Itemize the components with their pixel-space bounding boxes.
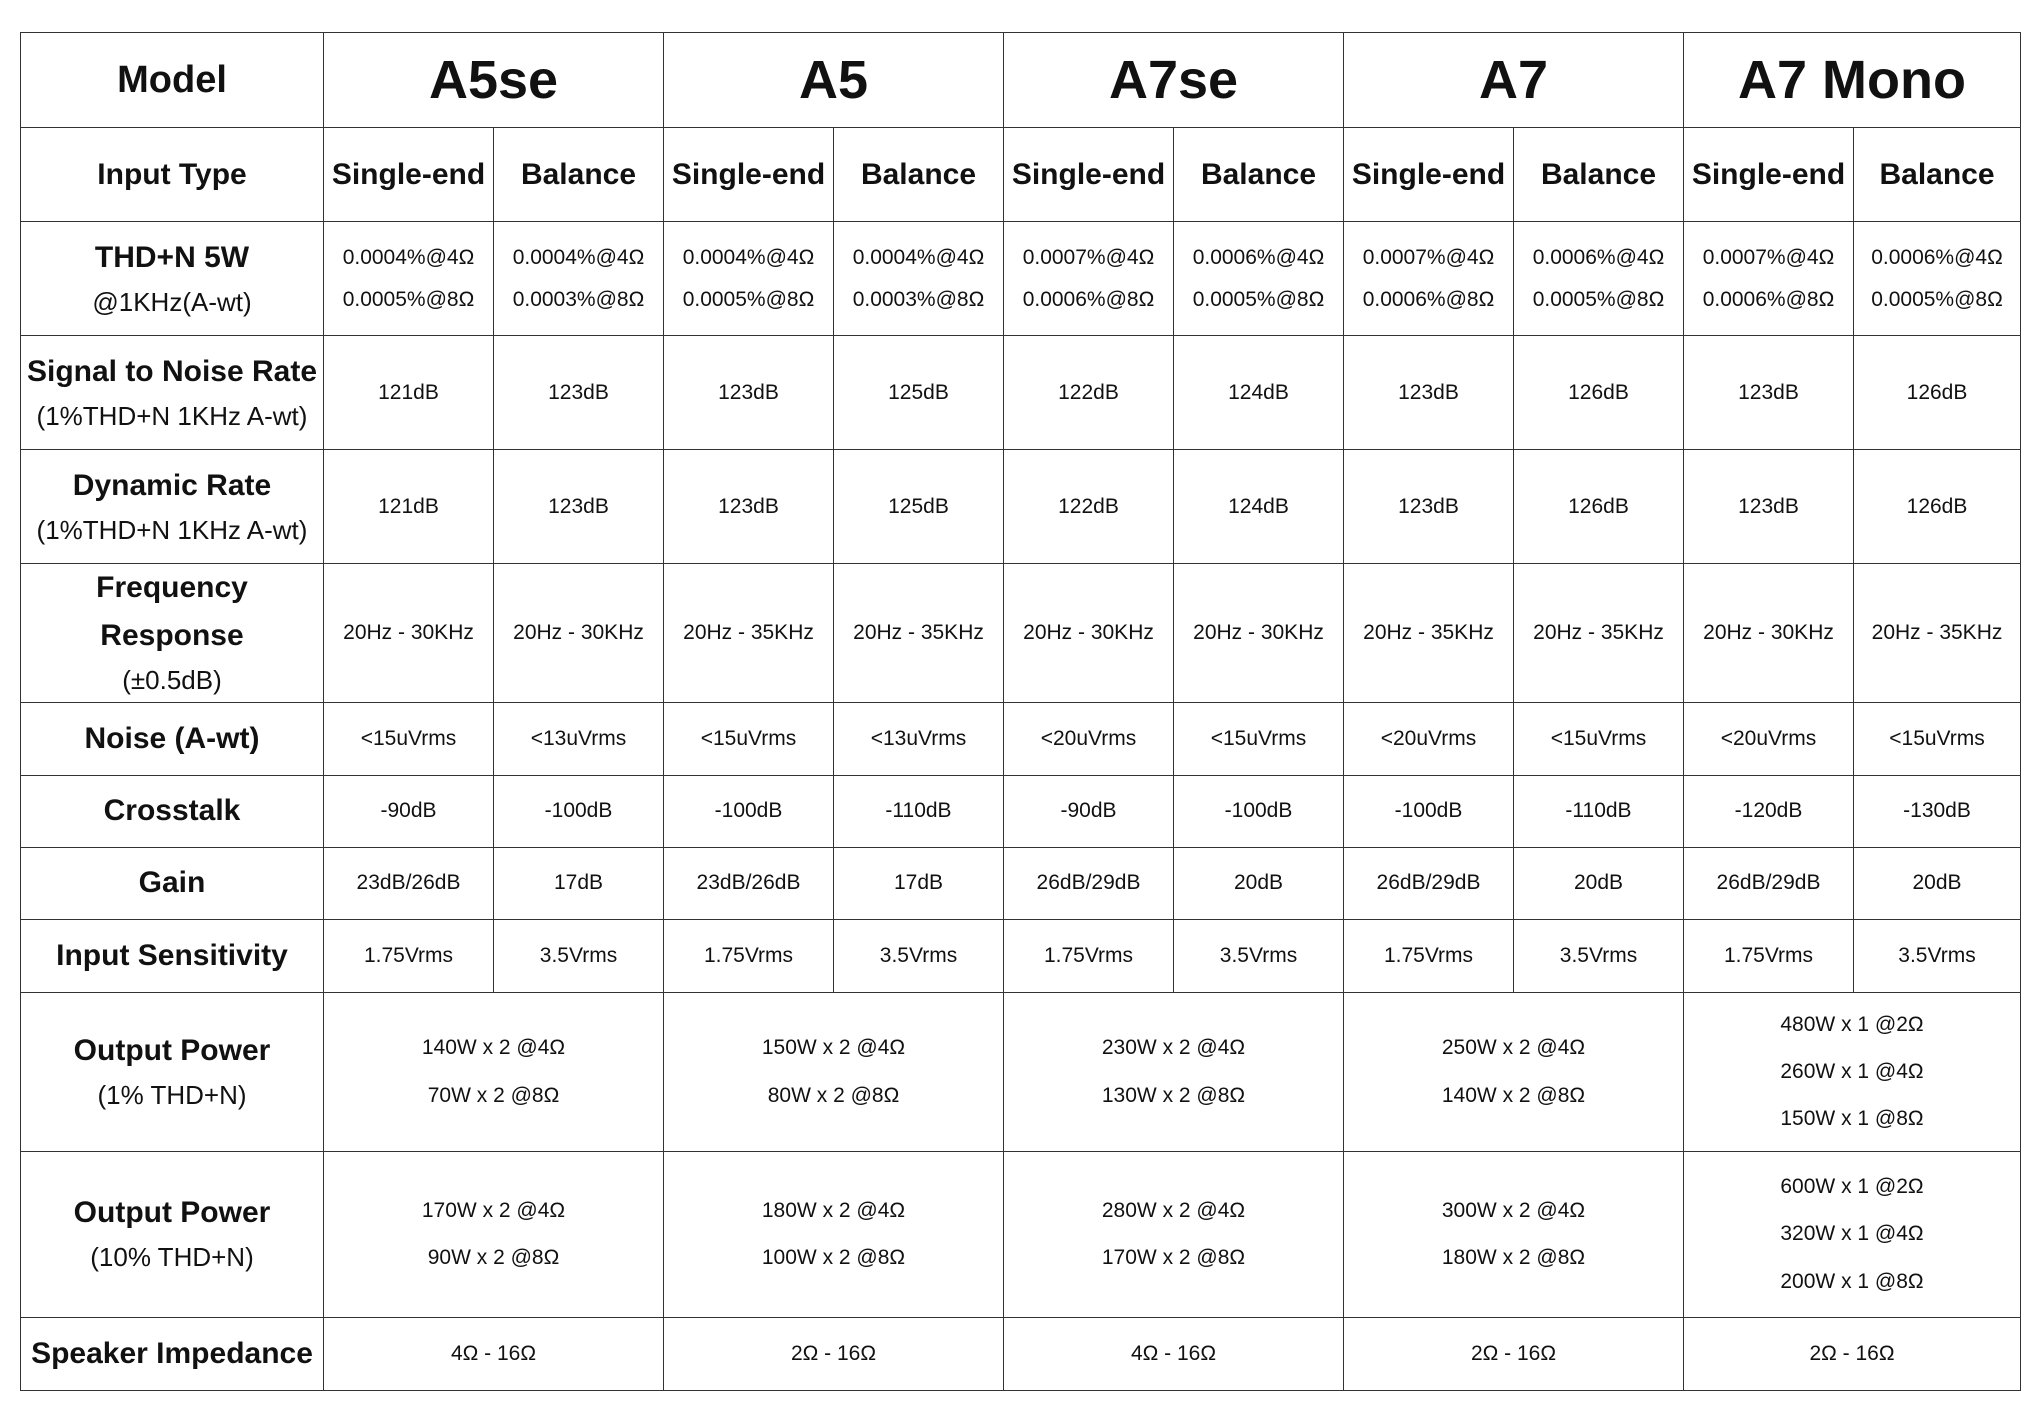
row-label-cell bbox=[21, 847, 324, 919]
spec-value: 4Ω - 16Ω bbox=[450, 1341, 537, 1365]
spec-table-body bbox=[21, 33, 2021, 1391]
row-label-cell bbox=[21, 222, 324, 336]
spec-value-cell bbox=[1174, 702, 1344, 775]
spec-value: 0.0007%@4Ω bbox=[1702, 245, 1835, 269]
spec-value: -100dB bbox=[544, 799, 613, 823]
spec-value-cell bbox=[1684, 564, 1854, 703]
spec-value-cell bbox=[834, 775, 1004, 847]
spec-value-cell bbox=[324, 847, 494, 919]
spec-value: 480W x 1 @2Ω bbox=[1780, 1012, 1924, 1036]
spec-value: 0.0005%@8Ω bbox=[682, 287, 815, 311]
row-label-cell bbox=[21, 992, 324, 1151]
spec-value: 20Hz - 30KHz bbox=[343, 620, 474, 644]
spec-value-cell bbox=[1684, 336, 1854, 450]
spec-value-cell bbox=[1854, 847, 2021, 919]
spec-value: 3.5Vrms bbox=[1219, 943, 1298, 967]
spec-value: 260W x 1 @4Ω bbox=[1780, 1059, 1924, 1083]
spec-value-cell bbox=[1854, 564, 2021, 703]
spec-value-cell bbox=[834, 336, 1004, 450]
spec-value-cell bbox=[1344, 564, 1514, 703]
spec-value-cell bbox=[1684, 775, 1854, 847]
spec-value-cell bbox=[664, 222, 834, 336]
spec-value-cell bbox=[494, 564, 664, 703]
spec-value: 140W x 2 @8Ω bbox=[1441, 1083, 1586, 1107]
spec-value-cell bbox=[1684, 702, 1854, 775]
spec-value: 1.75Vrms bbox=[1383, 943, 1474, 967]
spec-value: 17dB bbox=[893, 871, 944, 895]
row-sublabel: @1KHz(A-wt) bbox=[92, 286, 252, 317]
spec-value: 600W x 1 @2Ω bbox=[1780, 1175, 1924, 1199]
spec-value: 180W x 2 @8Ω bbox=[1441, 1246, 1586, 1270]
spec-value: 123dB bbox=[718, 494, 779, 518]
spec-value: 0.0004%@4Ω bbox=[342, 245, 475, 269]
spec-row-frequency-response bbox=[21, 564, 2021, 703]
row-label-cell bbox=[21, 919, 324, 992]
spec-value-cell bbox=[1514, 450, 1684, 564]
spec-value: 20Hz - 30KHz bbox=[513, 620, 644, 644]
spec-value: 17dB bbox=[553, 871, 604, 895]
spec-value-cell bbox=[494, 222, 664, 336]
input-type-single-end: Single-end bbox=[324, 128, 494, 222]
spec-value: 320W x 1 @4Ω bbox=[1780, 1222, 1924, 1246]
spec-value-cell bbox=[494, 450, 664, 564]
spec-value: -100dB bbox=[714, 799, 783, 823]
spec-value-cell bbox=[1344, 336, 1514, 450]
spec-value: <13uVrms bbox=[530, 726, 627, 750]
row-sublabel: (10% THD+N) bbox=[90, 1242, 254, 1273]
spec-value: 20Hz - 35KHz bbox=[1363, 620, 1494, 644]
spec-value: 170W x 2 @8Ω bbox=[1101, 1246, 1246, 1270]
spec-value-cell bbox=[1344, 847, 1514, 919]
spec-value: 122dB bbox=[1058, 494, 1119, 518]
spec-value: 280W x 2 @4Ω bbox=[1101, 1198, 1246, 1222]
spec-value-cell bbox=[1174, 775, 1344, 847]
spec-value: 100W x 2 @8Ω bbox=[761, 1246, 906, 1270]
spec-value: 0.0006%@4Ω bbox=[1192, 245, 1325, 269]
spec-value-cell bbox=[664, 1151, 1004, 1317]
spec-value-cell bbox=[1854, 336, 2021, 450]
model-name: A5 bbox=[664, 33, 1004, 128]
spec-value: <15uVrms bbox=[360, 726, 457, 750]
spec-value-cell bbox=[1684, 222, 1854, 336]
spec-value: 20Hz - 30KHz bbox=[1703, 620, 1834, 644]
spec-value: -100dB bbox=[1394, 799, 1463, 823]
row-label-cell bbox=[21, 450, 324, 564]
spec-value-cell bbox=[1174, 564, 1344, 703]
row-sublabel: (1%THD+N 1KHz A-wt) bbox=[36, 514, 308, 545]
spec-value-cell bbox=[1344, 775, 1514, 847]
spec-value: 26dB/29dB bbox=[1376, 871, 1481, 895]
spec-value: 20dB bbox=[1573, 871, 1624, 895]
row-sublabel: (1%THD+N 1KHz A-wt) bbox=[36, 400, 308, 431]
spec-value-cell bbox=[1174, 919, 1344, 992]
spec-value: 20Hz - 30KHz bbox=[1193, 620, 1324, 644]
spec-value: <15uVrms bbox=[1210, 726, 1307, 750]
spec-value: <15uVrms bbox=[700, 726, 797, 750]
model-name: A5se bbox=[324, 33, 664, 128]
spec-value: <20uVrms bbox=[1040, 726, 1137, 750]
row-label: Speaker Impedance bbox=[31, 1336, 313, 1370]
spec-value: 125dB bbox=[888, 380, 949, 404]
spec-value: 123dB bbox=[1398, 380, 1459, 404]
spec-value: 0.0004%@4Ω bbox=[682, 245, 815, 269]
spec-value: 123dB bbox=[548, 494, 609, 518]
spec-value-cell bbox=[1854, 222, 2021, 336]
spec-value: -110dB bbox=[1565, 799, 1632, 823]
row-label: Gain bbox=[138, 866, 206, 900]
row-label-cell bbox=[21, 702, 324, 775]
spec-value: 0.0004%@4Ω bbox=[852, 245, 985, 269]
input-type-single-end: Single-end bbox=[1004, 128, 1174, 222]
spec-value-cell bbox=[1344, 702, 1514, 775]
amplifier-spec-table bbox=[20, 32, 2021, 1391]
row-label: Output Power bbox=[73, 1196, 271, 1230]
spec-value: 150W x 2 @4Ω bbox=[761, 1036, 906, 1060]
row-label-cell bbox=[21, 336, 324, 450]
row-label: Crosstalk bbox=[103, 794, 241, 828]
spec-value-cell bbox=[834, 222, 1004, 336]
spec-value-cell bbox=[1004, 847, 1174, 919]
spec-value: 0.0006%@8Ω bbox=[1362, 287, 1495, 311]
spec-value-cell bbox=[834, 919, 1004, 992]
spec-value: 122dB bbox=[1058, 380, 1119, 404]
input-type-balance: Balance bbox=[1174, 128, 1344, 222]
spec-value: <15uVrms bbox=[1889, 726, 1985, 750]
spec-value: -130dB bbox=[1903, 799, 1971, 823]
spec-value-cell bbox=[664, 336, 834, 450]
spec-value-cell bbox=[1854, 775, 2021, 847]
spec-value-cell bbox=[1514, 336, 1684, 450]
spec-value: 0.0005%@8Ω bbox=[342, 287, 475, 311]
spec-value-cell bbox=[324, 775, 494, 847]
spec-value: -110dB bbox=[885, 799, 952, 823]
spec-value-cell bbox=[1854, 450, 2021, 564]
row-label-cell bbox=[21, 775, 324, 847]
spec-value: 126dB bbox=[1568, 494, 1629, 518]
input-type-single-end: Single-end bbox=[1684, 128, 1854, 222]
model-row bbox=[21, 33, 2021, 128]
spec-value-cell bbox=[1684, 919, 1854, 992]
spec-value-cell bbox=[1684, 847, 1854, 919]
spec-value: 170W x 2 @4Ω bbox=[421, 1198, 566, 1222]
input-type-balance: Balance bbox=[1854, 128, 2021, 222]
input-type-single-end: Single-end bbox=[664, 128, 834, 222]
row-label-cell bbox=[21, 1151, 324, 1317]
spec-value: 20dB bbox=[1912, 871, 1962, 895]
spec-value-cell bbox=[1174, 450, 1344, 564]
spec-value: 230W x 2 @4Ω bbox=[1101, 1036, 1246, 1060]
spec-value: 2Ω - 16Ω bbox=[1470, 1341, 1557, 1365]
spec-value-cell bbox=[1174, 222, 1344, 336]
spec-value: 20Hz - 35KHz bbox=[853, 620, 984, 644]
spec-value: 123dB bbox=[1738, 494, 1799, 518]
spec-value-cell bbox=[664, 775, 834, 847]
spec-value-cell bbox=[1004, 1151, 1344, 1317]
spec-value-cell bbox=[324, 1317, 664, 1390]
spec-value-cell bbox=[1684, 1317, 2021, 1390]
spec-value-cell bbox=[834, 450, 1004, 564]
spec-value-cell bbox=[664, 450, 834, 564]
spec-value: 200W x 1 @8Ω bbox=[1780, 1269, 1924, 1293]
model-name: A7se bbox=[1004, 33, 1344, 128]
spec-value: 23dB/26dB bbox=[696, 871, 801, 895]
spec-value-cell bbox=[324, 450, 494, 564]
spec-value: 2Ω - 16Ω bbox=[790, 1341, 877, 1365]
row-label: Frequency Response bbox=[96, 571, 248, 652]
spec-value: 0.0006%@8Ω bbox=[1022, 287, 1155, 311]
spec-value-cell bbox=[1004, 919, 1174, 992]
spec-value: 123dB bbox=[718, 380, 779, 404]
spec-value-cell bbox=[1344, 1317, 1684, 1390]
spec-value-cell bbox=[1004, 222, 1174, 336]
spec-value: 250W x 2 @4Ω bbox=[1441, 1036, 1586, 1060]
spec-value-cell bbox=[1684, 1151, 2021, 1317]
row-label: Noise (A-wt) bbox=[84, 721, 260, 755]
spec-value: 0.0005%@8Ω bbox=[1532, 287, 1665, 311]
spec-value-cell bbox=[324, 336, 494, 450]
spec-value: 23dB/26dB bbox=[356, 871, 461, 895]
spec-value: -120dB bbox=[1734, 799, 1803, 823]
spec-value: 0.0006%@8Ω bbox=[1702, 287, 1835, 311]
spec-value-cell bbox=[1004, 702, 1174, 775]
spec-value: 1.75Vrms bbox=[703, 943, 794, 967]
spec-row-crosstalk bbox=[21, 775, 2021, 847]
spec-value: 140W x 2 @4Ω bbox=[421, 1036, 566, 1060]
input-type-single-end: Single-end bbox=[1344, 128, 1514, 222]
spec-value-cell bbox=[1004, 775, 1174, 847]
spec-value: 1.75Vrms bbox=[1043, 943, 1134, 967]
model-name: A7 Mono bbox=[1684, 33, 2021, 128]
spec-value-cell bbox=[1004, 564, 1174, 703]
input-type-balance: Balance bbox=[834, 128, 1004, 222]
spec-value: 126dB bbox=[1906, 494, 1968, 518]
spec-row-dynamic-rate bbox=[21, 450, 2021, 564]
spec-value-cell bbox=[494, 919, 664, 992]
row-label: Dynamic Rate bbox=[72, 468, 272, 502]
spec-value: 1.75Vrms bbox=[1723, 943, 1814, 967]
spec-value: 121dB bbox=[378, 380, 439, 404]
spec-value: 90W x 2 @8Ω bbox=[427, 1246, 560, 1270]
spec-value: 0.0006%@4Ω bbox=[1871, 245, 2003, 269]
spec-value-cell bbox=[1514, 222, 1684, 336]
spec-row-output-power bbox=[21, 992, 2021, 1151]
spec-value: 180W x 2 @4Ω bbox=[761, 1198, 906, 1222]
spec-value: 3.5Vrms bbox=[1559, 943, 1638, 967]
spec-row-output-power bbox=[21, 1151, 2021, 1317]
model-name: A7 bbox=[1344, 33, 1684, 128]
model-label: Model bbox=[21, 33, 324, 128]
spec-value-cell bbox=[1514, 919, 1684, 992]
spec-row-speaker-impedance bbox=[21, 1317, 2021, 1390]
spec-value: 0.0003%@8Ω bbox=[852, 287, 985, 311]
spec-value-cell bbox=[1684, 450, 1854, 564]
spec-value-cell bbox=[1344, 919, 1514, 992]
spec-value-cell bbox=[324, 222, 494, 336]
spec-row-gain bbox=[21, 847, 2021, 919]
spec-value-cell bbox=[664, 1317, 1004, 1390]
spec-value-cell bbox=[1344, 992, 1684, 1151]
spec-value: <20uVrms bbox=[1720, 726, 1817, 750]
spec-value: 20Hz - 35KHz bbox=[683, 620, 814, 644]
spec-value: 0.0006%@4Ω bbox=[1532, 245, 1665, 269]
spec-value-cell bbox=[324, 919, 494, 992]
spec-value-cell bbox=[494, 336, 664, 450]
spec-value-cell bbox=[664, 564, 834, 703]
spec-value: 3.5Vrms bbox=[1898, 943, 1976, 967]
spec-value: 1.75Vrms bbox=[363, 943, 454, 967]
spec-value: 123dB bbox=[548, 380, 609, 404]
spec-value-cell bbox=[664, 847, 834, 919]
input-type-row bbox=[21, 128, 2021, 222]
spec-row-signal-to-noise-rate bbox=[21, 336, 2021, 450]
row-label: THD+N 5W bbox=[94, 240, 250, 274]
spec-value: 0.0005%@8Ω bbox=[1871, 287, 2003, 311]
spec-value: 126dB bbox=[1906, 380, 1968, 404]
spec-value-cell bbox=[1344, 1151, 1684, 1317]
spec-value: 0.0004%@4Ω bbox=[512, 245, 645, 269]
spec-value: 0.0007%@4Ω bbox=[1362, 245, 1495, 269]
spec-value: 80W x 2 @8Ω bbox=[767, 1083, 900, 1107]
spec-value: 26dB/29dB bbox=[1036, 871, 1141, 895]
spec-value: 2Ω - 16Ω bbox=[1809, 1341, 1895, 1365]
spec-value-cell bbox=[324, 702, 494, 775]
spec-value: -100dB bbox=[1224, 799, 1293, 823]
spec-value: 3.5Vrms bbox=[539, 943, 618, 967]
spec-value: 70W x 2 @8Ω bbox=[427, 1083, 560, 1107]
spec-value: 130W x 2 @8Ω bbox=[1101, 1083, 1246, 1107]
input-type-balance: Balance bbox=[1514, 128, 1684, 222]
spec-value: 26dB/29dB bbox=[1716, 871, 1821, 895]
spec-value-cell bbox=[1854, 919, 2021, 992]
spec-value-cell bbox=[664, 992, 1004, 1151]
spec-value-cell bbox=[1174, 847, 1344, 919]
spec-value-cell bbox=[494, 847, 664, 919]
spec-value-cell bbox=[324, 992, 664, 1151]
spec-row-input-sensitivity bbox=[21, 919, 2021, 992]
spec-value: 3.5Vrms bbox=[879, 943, 958, 967]
spec-value: 121dB bbox=[378, 494, 439, 518]
spec-value-cell bbox=[834, 564, 1004, 703]
spec-value: 20Hz - 35KHz bbox=[1871, 620, 2003, 644]
spec-value: 20Hz - 30KHz bbox=[1023, 620, 1154, 644]
spec-value-cell bbox=[494, 702, 664, 775]
spec-value: 0.0005%@8Ω bbox=[1192, 287, 1325, 311]
row-sublabel: (±0.5dB) bbox=[122, 665, 222, 695]
spec-value-cell bbox=[1004, 992, 1344, 1151]
spec-value: 126dB bbox=[1568, 380, 1629, 404]
row-label: Output Power bbox=[73, 1033, 271, 1067]
spec-value: 4Ω - 16Ω bbox=[1130, 1341, 1217, 1365]
row-label: Input Sensitivity bbox=[56, 938, 288, 972]
spec-value: <15uVrms bbox=[1550, 726, 1647, 750]
spec-value: 300W x 2 @4Ω bbox=[1441, 1198, 1586, 1222]
spec-value-cell bbox=[1514, 702, 1684, 775]
spec-value-cell bbox=[1514, 564, 1684, 703]
spec-value: <13uVrms bbox=[870, 726, 967, 750]
spec-value-cell bbox=[1514, 775, 1684, 847]
spec-value: 150W x 1 @8Ω bbox=[1780, 1107, 1924, 1131]
row-sublabel: (1% THD+N) bbox=[97, 1079, 247, 1110]
spec-value-cell bbox=[1854, 702, 2021, 775]
spec-row-thd-n-5w bbox=[21, 222, 2021, 336]
spec-value: 0.0007%@4Ω bbox=[1022, 245, 1155, 269]
spec-value-cell bbox=[1004, 450, 1174, 564]
input-type-balance: Balance bbox=[494, 128, 664, 222]
spec-value-cell bbox=[494, 775, 664, 847]
spec-value-cell bbox=[664, 919, 834, 992]
spec-value-cell bbox=[1004, 336, 1174, 450]
spec-value: 20dB bbox=[1233, 871, 1284, 895]
spec-value-cell bbox=[324, 564, 494, 703]
spec-value: 124dB bbox=[1228, 380, 1289, 404]
spec-value-cell bbox=[664, 702, 834, 775]
spec-value: 124dB bbox=[1228, 494, 1289, 518]
spec-value-cell bbox=[1344, 450, 1514, 564]
spec-value-cell bbox=[1514, 847, 1684, 919]
spec-value: 123dB bbox=[1738, 380, 1799, 404]
spec-value-cell bbox=[1174, 336, 1344, 450]
spec-value-cell bbox=[1004, 1317, 1344, 1390]
row-label: Signal to Noise Rate bbox=[26, 354, 318, 388]
spec-value: <20uVrms bbox=[1380, 726, 1477, 750]
spec-value-cell bbox=[324, 1151, 664, 1317]
spec-value: -90dB bbox=[380, 799, 437, 823]
spec-value: 0.0003%@8Ω bbox=[512, 287, 645, 311]
spec-value-cell bbox=[834, 702, 1004, 775]
spec-value: 123dB bbox=[1398, 494, 1459, 518]
spec-value-cell bbox=[834, 847, 1004, 919]
spec-row-noise-a-wt bbox=[21, 702, 2021, 775]
spec-value: 20Hz - 35KHz bbox=[1533, 620, 1664, 644]
row-label-cell bbox=[21, 1317, 324, 1390]
spec-value-cell bbox=[1684, 992, 2021, 1151]
spec-value: -90dB bbox=[1060, 799, 1117, 823]
spec-value-cell bbox=[1344, 222, 1514, 336]
input-type-label: Input Type bbox=[21, 128, 324, 222]
spec-value: 125dB bbox=[888, 494, 949, 518]
row-label-cell bbox=[21, 564, 324, 703]
